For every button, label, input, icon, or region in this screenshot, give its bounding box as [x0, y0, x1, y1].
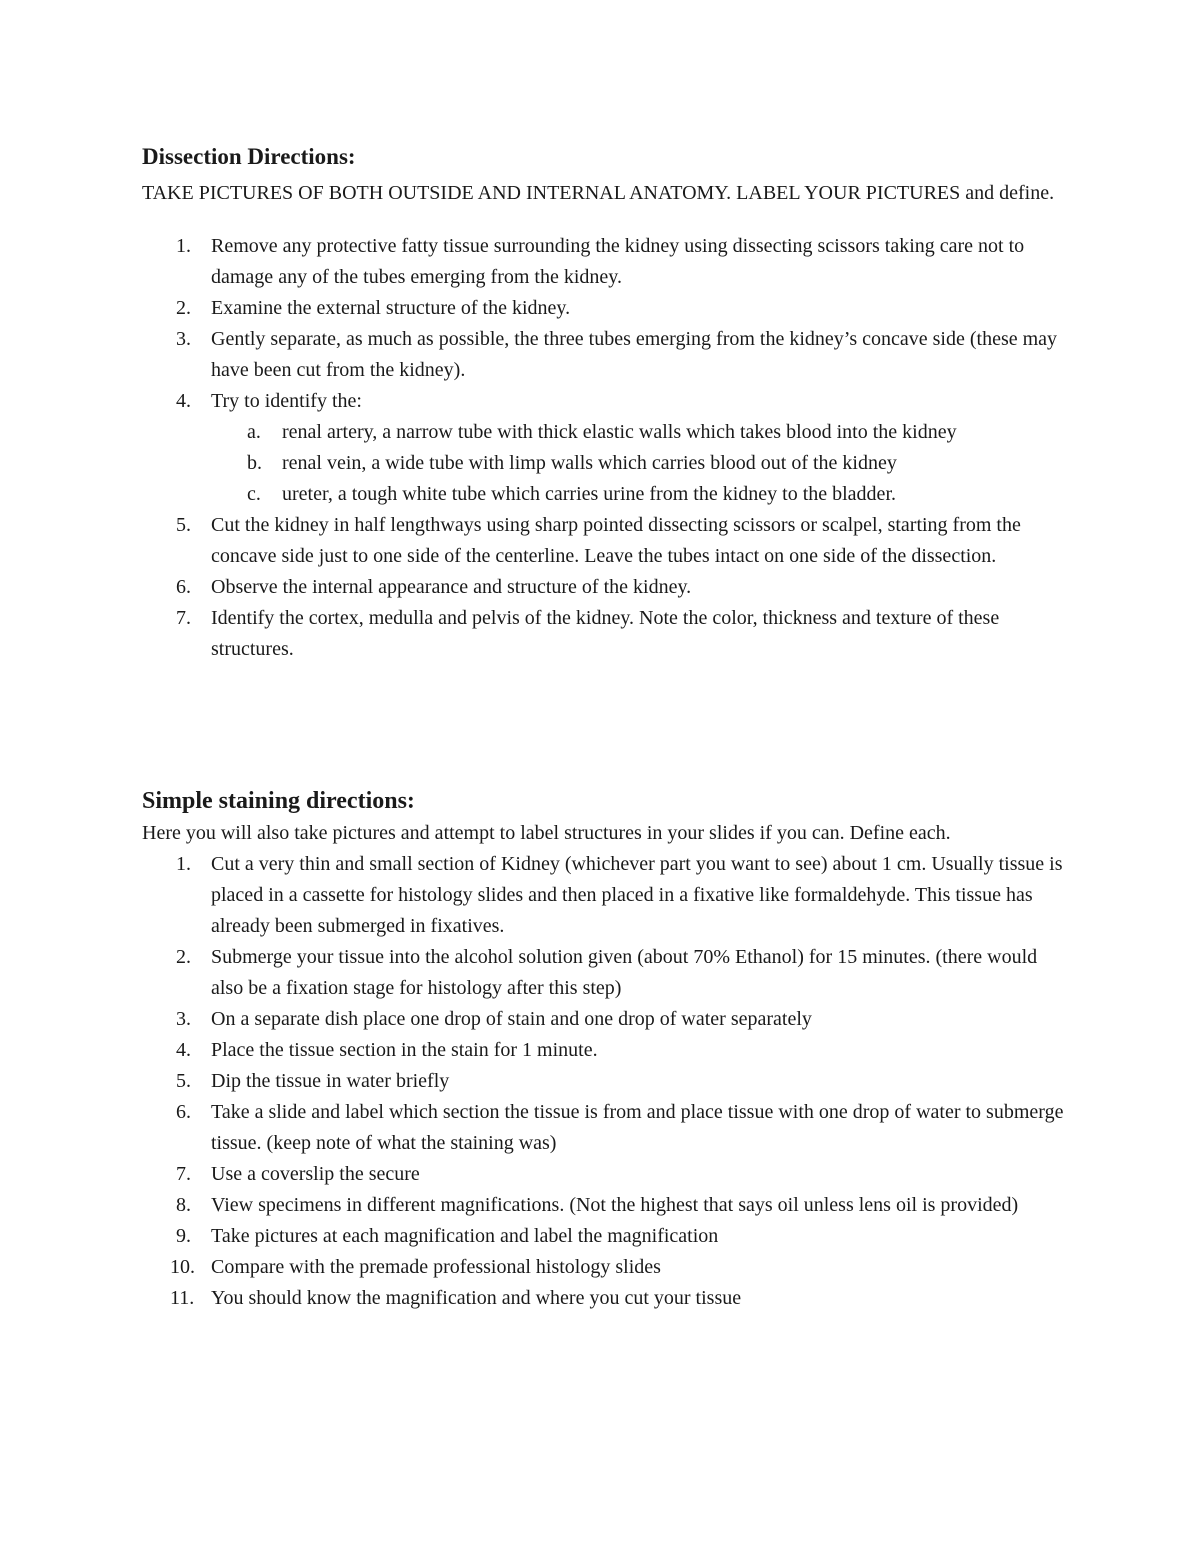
step-number: 1.	[176, 853, 191, 875]
step-text: Cut the kidney in half lengthways using sharp pointed dissecting scissors or scalpel, starting from the concave side just to one side of the centerline. Leave the tubes intact on one side of the dissection.	[211, 514, 1021, 567]
step-number: 4.	[176, 390, 191, 412]
step-text: You should know the magnification and where you cut your tissue	[211, 1287, 742, 1309]
dissection-step	[142, 572, 1072, 603]
staining-step	[142, 1221, 1072, 1252]
step-text: Use a coverslip the secure	[211, 1163, 420, 1185]
sub-step	[211, 479, 1072, 510]
staining-heading: Simple staining directions:	[142, 788, 415, 814]
step-number: 6.	[176, 576, 191, 598]
staining-intro: Here you will also take pictures and attempt to label structures in your slides if you can. Define each.	[142, 822, 951, 844]
step-number: 7.	[176, 607, 191, 629]
dissection-steps	[142, 231, 1072, 665]
step-number: 8.	[176, 1194, 191, 1216]
step-number: 6.	[176, 1101, 191, 1123]
dissection-heading: Dissection Directions:	[142, 144, 356, 169]
sub-step	[211, 448, 1072, 479]
staining-steps	[142, 849, 1072, 1314]
staining-step	[142, 1283, 1072, 1314]
step-text: Gently separate, as much as possible, the three tubes emerging from the kidney’s concave side (these may have been cut from the kidney).	[211, 328, 1058, 381]
staining-step	[142, 1097, 1072, 1159]
step-number: 3.	[176, 1008, 191, 1030]
step-number: 7.	[176, 1163, 191, 1185]
dissection-section	[142, 140, 1072, 665]
sub-step-letter: b.	[247, 452, 262, 474]
step-number: 1.	[176, 235, 191, 257]
step-text: Take pictures at each magnification and label the magnification	[211, 1225, 719, 1247]
step-text: Submerge your tissue into the alcohol solution given (about 70% Ethanol) for 15 minutes. (there would also be a fixation stage for histology after this step)	[211, 946, 1038, 999]
sub-step-text: renal artery, a narrow tube with thick elastic walls which takes blood into the kidney	[282, 421, 957, 443]
step-text: Compare with the premade professional histology slides	[211, 1256, 661, 1278]
step-text: Take a slide and label which section the tissue is from and place tissue with one drop of water to submerge tissue. (keep note of what the staining was)	[211, 1101, 1064, 1154]
step-text: Examine the external structure of the kidney.	[211, 297, 571, 319]
sub-step-text: renal vein, a wide tube with limp walls which carries blood out of the kidney	[282, 452, 897, 474]
dissection-step	[142, 324, 1072, 386]
step-text: Identify the cortex, medulla and pelvis of the kidney. Note the color, thickness and texture of these structures.	[211, 607, 1000, 660]
staining-step	[142, 1035, 1072, 1066]
dissection-step	[142, 603, 1072, 665]
step-text: Observe the internal appearance and structure of the kidney.	[211, 576, 692, 598]
step-number: 2.	[176, 297, 191, 319]
step-number: 10.	[170, 1256, 195, 1278]
step-text: Cut a very thin and small section of Kidney (whichever part you want to see) about 1 cm. Usually tissue is placed in a cassette for histology slides and then placed in a fixative like formaldehyde. This tissue has already been submerged in fixatives.	[211, 853, 1063, 937]
staining-step	[142, 1159, 1072, 1190]
step-number: 3.	[176, 328, 191, 350]
step-number: 5.	[176, 514, 191, 536]
step-number: 2.	[176, 946, 191, 968]
staining-section	[142, 784, 1072, 1314]
step-number: 4.	[176, 1039, 191, 1061]
step-text: On a separate dish place one drop of stain and one drop of water separately	[211, 1008, 812, 1030]
staining-step	[142, 1190, 1072, 1221]
staining-step	[142, 1004, 1072, 1035]
dissection-intro: TAKE PICTURES OF BOTH OUTSIDE AND INTERNAL ANATOMY. LABEL YOUR PICTURES and define.	[142, 182, 1055, 204]
staining-step	[142, 942, 1072, 1004]
staining-step	[142, 1066, 1072, 1097]
identify-sublist	[211, 417, 1072, 510]
staining-step	[142, 1252, 1072, 1283]
sub-step-letter: a.	[247, 421, 261, 443]
dissection-step	[142, 293, 1072, 324]
step-text: Place the tissue section in the stain for 1 minute.	[211, 1039, 598, 1061]
step-number: 5.	[176, 1070, 191, 1092]
dissection-step	[142, 386, 1072, 510]
step-text: View specimens in different magnifications. (Not the highest that says oil unless lens oil is provided)	[211, 1194, 1019, 1216]
dissection-step	[142, 231, 1072, 293]
dissection-step	[142, 510, 1072, 572]
sub-step-text: ureter, a tough white tube which carries urine from the kidney to the bladder.	[282, 483, 896, 505]
step-text: Dip the tissue in water briefly	[211, 1070, 450, 1092]
step-text: Try to identify the:	[211, 390, 362, 412]
step-number: 9.	[176, 1225, 191, 1247]
step-number: 11.	[170, 1287, 195, 1309]
sub-step	[211, 417, 1072, 448]
sub-step-letter: c.	[247, 483, 261, 505]
staining-step	[142, 849, 1072, 942]
step-text: Remove any protective fatty tissue surrounding the kidney using dissecting scissors taking care not to damage any of the tubes emerging from the kidney.	[211, 235, 1025, 288]
